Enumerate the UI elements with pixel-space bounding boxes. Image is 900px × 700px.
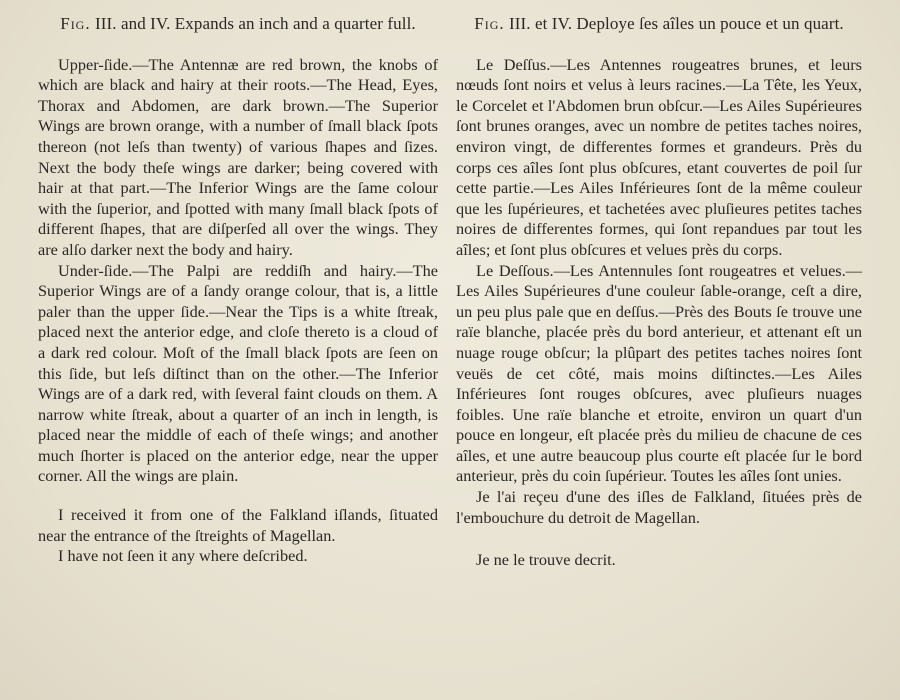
heading-text: III. and IV. Expands an inch and a quarter full. — [94, 14, 416, 33]
locality-paragraph: I received it from one of the Falkland iſlands, ſituated near the entrance of the ſtreights of Magellan. — [38, 505, 438, 545]
french-figure-heading — [456, 14, 862, 35]
not-described-paragraph: I have not ſeen it any where deſcribed. — [58, 546, 308, 566]
under-side-paragraph: Under-ſide.—The Palpi are reddiſh and hairy.—The Superior Wings are of a ſandy orange colour, that is, a little paler than the upper ſide.—Near the Tips is a white ſtreak, placed next the anterior edge, and cloſe thereto is a cloud of a dark red colour. Moſt of the ſmall black ſpots are ſeen on this ſide, but leſs diſtinct than on the other.—The Inferior Wings are of a dark red, with ſeveral faint clouds on them. A narrow white ſtreak, about a quarter of an inch in length, is placed near the middle of each of theſe wings; and another much ſhorter is placed on the anterior edge, near the upper corner. All the wings are plain. — [38, 260, 438, 486]
french-column — [456, 14, 862, 571]
english-figure-heading — [38, 14, 438, 35]
fig-label: Fig. — [474, 14, 505, 33]
heading-text: III. et IV. Deploye ſes aîles un pouce et un quart. — [508, 14, 844, 33]
english-column — [38, 14, 438, 567]
upper-side-paragraph: Upper-ſide.—The Antennæ are red brown, the knobs of which are black and hairy at their roots.—The Head, Eyes, Thorax and Abdomen, are dark brown.—The Superior Wings are brown orange, with a number of ſmall black ſpots thereon (not leſs than twenty) of various ſhapes and ſizes. Next the body theſe wings are darker; being covered with hair at that part.—The Inferior Wings are the ſame colour with the ſuperior, and ſpotted with many ſmall black ſpots of different ſhapes, that are diſperſed all over the wings. They are alſo darker next the body and hairy. — [38, 54, 438, 259]
dessus-paragraph: Le Deſſus.—Les Antennes rougeatres brunes, et leurs nœuds ſont noirs et velus à leurs racines.—La Tête, les Yeux, le Corcelet et l'Abdomen brun obſcur.—Les Ailes Supérieures ſont brunes oranges, avec un nombre de petites taches noires, environ vingt, de differentes formes et grandeurs. Près du corps ces aîles ſont plus obſcures, etant couvertes de poil ſur cette partie.—Les Ailes Inférieures ſont de la même couleur que les ſupérieures, et tachetées avec pluſieures petites taches noires de differentes formes, qui ſont repandues par tout les aîles; et ſont plus obſcures et velues près du corps. — [456, 54, 862, 259]
fig-label: Fig. — [60, 14, 91, 33]
recu-paragraph: Je l'ai reçeu d'une des iſles de Falkland, ſituées près de l'embouchure du detroit de Magellan. — [456, 487, 862, 527]
dessous-paragraph: Le Deſſous.—Les Antennules ſont rougeatres et velues.—Les Ailes Supérieures d'une couleur ſable-orange, ceſt a dire, un peu plus pale que en deſſus.—Près des Bouts ſe trouve une raïe blanche, placée près du bord anterieur, et attenant eſt un nuage rouge obſcur; la plûpart des petites taches noires ſont veuës de cet côté, mais moins diſtinctes.—Les Ailes Inférieures ſont rouges obſcures, avec pluſieurs nuages foibles. Une raïe blanche et etroite, environ un quart d'un pouce en longeur, eſt placée près du milieu de chacune de ces aîles, et une autre beaucoup plus courte eſt placée ſur le bord anterieur, près du coin ſupérieur. Toutes les aîles ſont unies. — [456, 260, 862, 486]
non-decrit-paragraph: Je ne le trouve decrit. — [476, 550, 616, 570]
